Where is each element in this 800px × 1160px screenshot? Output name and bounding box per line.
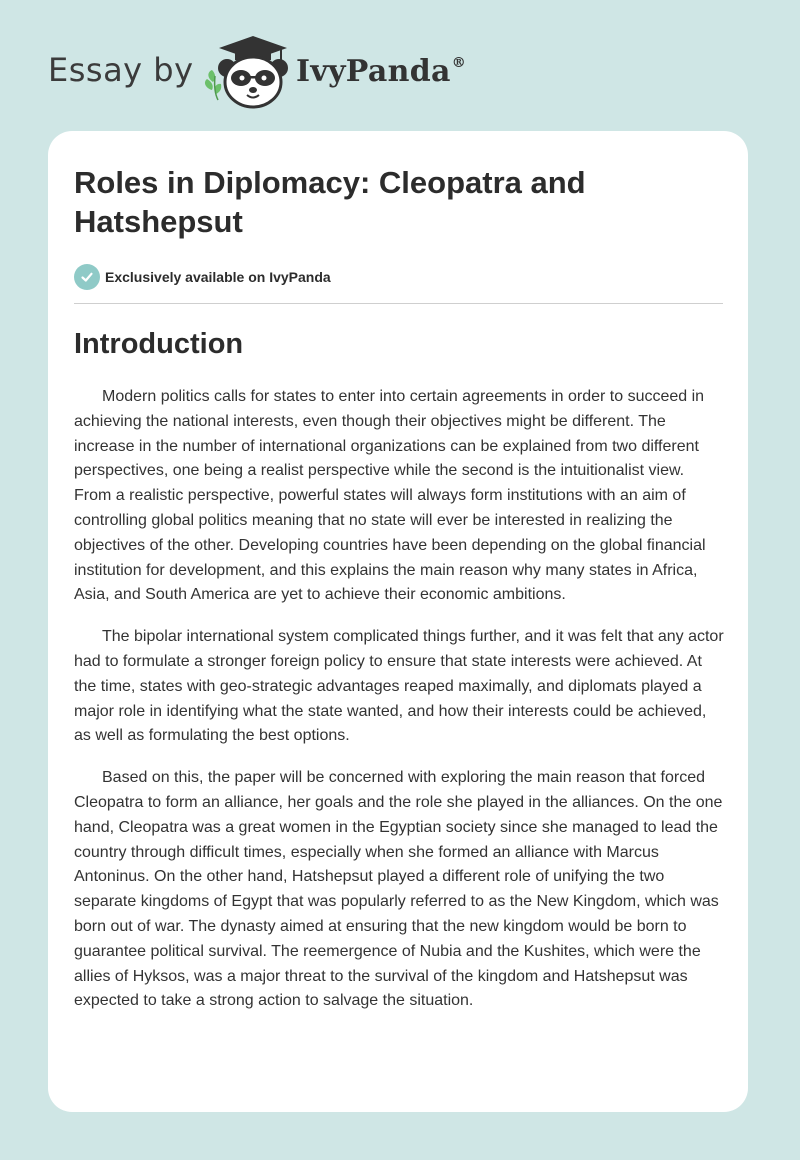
- section-heading: Introduction: [74, 328, 244, 360]
- divider: [74, 303, 723, 304]
- leaf-icon: [205, 70, 221, 100]
- paragraph: The bipolar international system complicated things further, and it was felt that any actor had to formulate a stronger foreign policy to ensure that state interests were achieved. At the time, states with geo-strategic advantages reaped maximally, and diplomats played a major role in identifying what the state wanted, and how their interests could be achieved, as well as formulating the best options.: [74, 628, 724, 745]
- exclusive-label: Exclusively available on IvyPanda: [105, 269, 331, 285]
- paragraph: Based on this, the paper will be concerned with exploring the main reason that forced Cleopatra to form an alliance, her goals and the role she played in the alliances. On the one hand, Cleopatra was a great women in the Egyptian society since she managed to lead the country through difficult times, especially when she formed an alliance with Marcus Antoninus. On the other hand, Hatshepsut played a different role of unifying the two separate kingdoms of Egypt that was popularly referred to as the New Kingdom, which was born out of war. The dynasty aimed at ensuring that the new kingdom would be born to guarantee political survival. The reemergence of Nubia and the Kushites, which were the allies of Hyksos, was a major threat to the survival of the kingdom and Hatshepsut was expected to take a strong action to salvage the situation.: [74, 769, 723, 1010]
- panda-graduate-icon[interactable]: [203, 34, 295, 110]
- essay-by-label: Essay by: [48, 51, 194, 89]
- article-body: [74, 385, 725, 1031]
- paragraph: Modern politics calls for states to enter into certain agreements in order to succeed in achieving the national interests, even though their objectives might be different. The increase in the number of international organizations can be explained from two different perspectives, one being a realist perspective while the second is the intuitionalist view. From a realistic perspective, powerful states will always form institutions with an aim of controlling global politics meaning that no state will ever be interested in realizing the objectives of the other. Developing countries have been depending on the global financial institution for development, and this explains the main reason why many states in Africa, Asia, and South America are yet to achieve their economic ambitions.: [74, 388, 706, 604]
- essay-card: [48, 131, 748, 1112]
- registered-mark: ®: [451, 55, 467, 71]
- exclusive-badge: [74, 264, 331, 290]
- page-title: Roles in Diplomacy: Cleopatra and Hatshepsut: [74, 165, 586, 239]
- site-header: [48, 34, 548, 114]
- brand-name[interactable]: IvyPanda®: [296, 54, 467, 89]
- check-icon: [74, 264, 100, 290]
